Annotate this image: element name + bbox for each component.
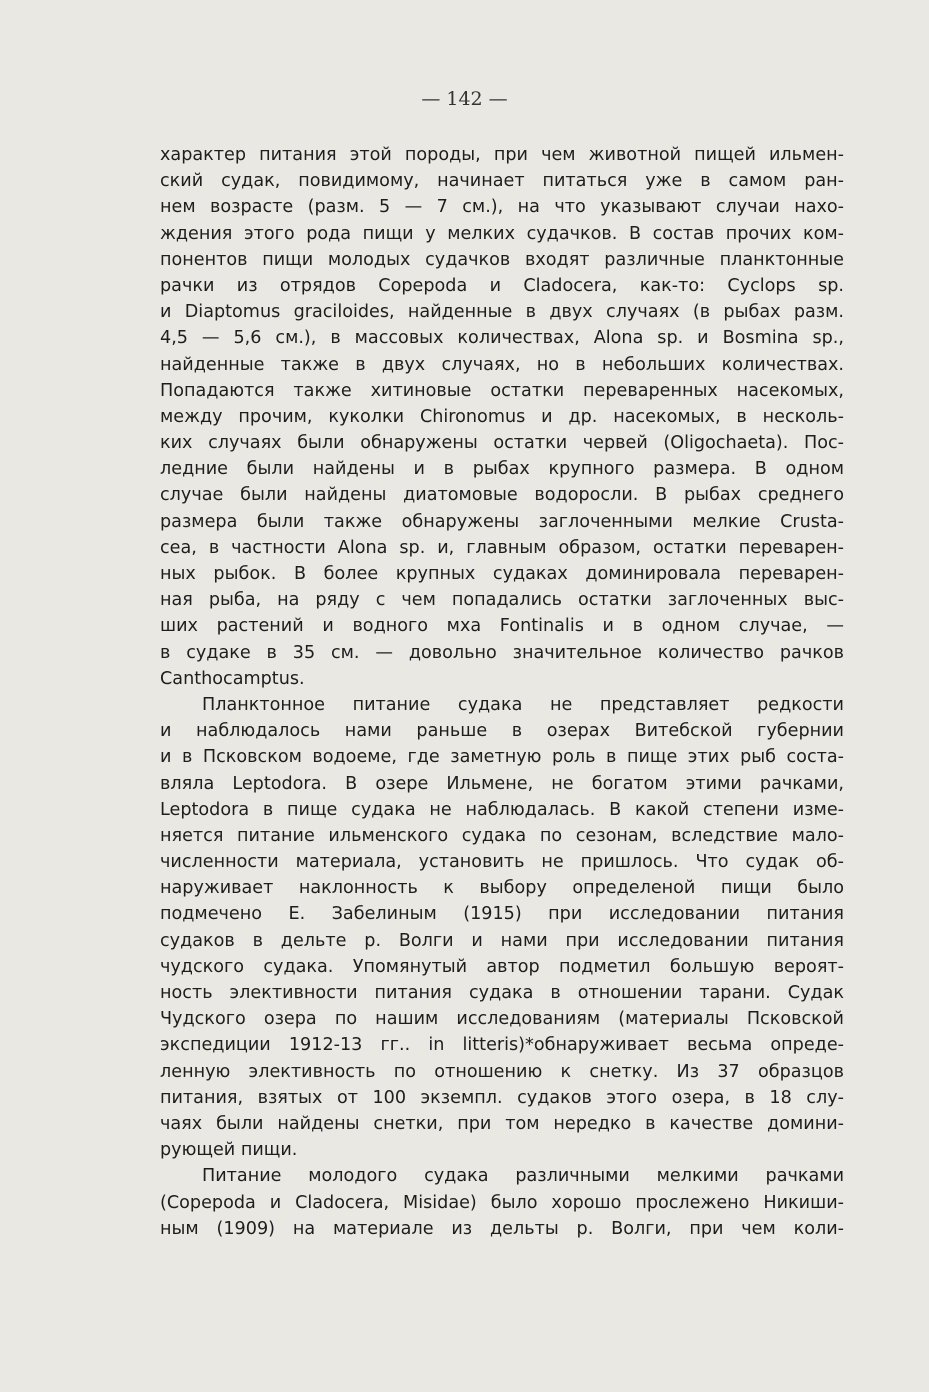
text-line: Питание молодого судака различными мелкими рачками [202,1166,844,1187]
text-line: чаях были найдены снетки, при том нередко в качестве домини- [160,1113,844,1134]
text-line: нем возрасте (разм. 5 — 7 см.), на что указывают случаи нахо- [160,197,844,218]
text-line: рующей пищи. [160,1140,298,1161]
text-line: ких случаях были обнаружены остатки червей (Oligochaeta). Пос- [160,433,844,454]
text-line: (Copepoda и Cladocera, Misidae) было хорошо прослежено Никиши- [160,1192,844,1213]
text-line: найденные также в двух случаях, но в небольших количествах. [160,354,844,375]
text-line: Планктонное питание судака не представляет редкости [202,694,844,715]
text-line: между прочим, куколки Chironomus и др. насекомых, в несколь- [160,406,844,427]
text-line: ным (1909) на материале из дельты р. Волги, при чем коли- [160,1218,844,1239]
text-line: рачки из отрядов Copepoda и Cladocera, как-то: Cyclops sp. [160,275,844,296]
text-line: cea, в частности Alona sp. и, главным образом, остатки переварен- [160,537,844,558]
text-line: ность элективности питания судака в отношении тарани. Судак [160,983,844,1003]
text-line: ждения этого рода пищи у мелких судачков. В состав прочих ком- [160,223,844,244]
text-line: ших растений и водного мха Fontinalis и в одном случае, — [160,616,844,637]
text-line: численности материала, установить не пришлось. Что судак об- [160,852,844,873]
text-line: размера были также обнаружены заглоченными мелкие Crusta- [160,511,844,532]
text-line: экспедиции 1912-13 гг.. in litteris)*обнаруживает весьма опреде- [160,1035,844,1056]
text-line: и наблюдалось нами раньше в озерах Витебской губернии [160,721,844,742]
text-line: Canthocamptus. [160,668,305,689]
text-line: вляла Leptodora. В озере Ильмене, не богатом этими рачками, [160,773,844,794]
text-line: случае были найдены диатомовые водоросли. В рыбах среднего [160,485,844,506]
text-line: наруживает наклонность к выбору определеной пищи было [160,878,844,899]
text-line: Попадаются также хитиновые остатки переваренных насекомых, [160,380,844,401]
page-number: — 142 — [421,88,508,110]
text-line: питания, взятых от 100 экземпл. судаков этого озера, в 18 слу- [160,1087,844,1108]
text-line: ледние были найдены и в рыбах крупного размера. В одном [160,459,844,480]
text-line: чудского судака. Упомянутый автор подметил большую вероят- [160,956,844,977]
text-line: в судаке в 35 см. — довольно значительное количество рачков [160,642,844,663]
text-line: ных рыбок. В более крупных судаках доминировала переварен- [160,564,844,584]
text-line: ная рыба, на ряду с чем попадались остатки заглоченных выс- [160,590,844,611]
text-line: ленную элективность по отношению к снетку. Из 37 образцов [160,1061,844,1082]
text-line: подмечено Е. Забелиным (1915) при исследовании питания [160,904,844,925]
body-text [160,142,844,1242]
text-line: няется питание ильменского судака по сезонам, вследствие мало- [160,825,844,846]
text-line: и Diaptomus graciloides, найденные в двух случаях (в рыбах разм. [160,302,844,323]
text-line: Чудского озера по нашим исследованиям (материалы Псковской [160,1009,844,1030]
text-line: судаков в дельте р. Волги и нами при исследовании питания [160,930,844,951]
text-line: характер питания этой породы, при чем животной пищей ильмен- [160,145,844,165]
text-line: и в Псковском водоеме, где заметную роль в пище этих рыб соста- [160,747,844,768]
text-line: Leptodora в пище судака не наблюдалась. В какой степени изме- [160,799,844,820]
text-line: ский судак, повидимому, начинает питаться уже в самом ран- [160,171,844,192]
text-line: 4,5 — 5,6 см.), в массовых количествах, Alona sp. и Bosmina sp., [160,328,844,349]
text-line: понентов пищи молодых судачков входят различные планктонные [160,249,844,270]
